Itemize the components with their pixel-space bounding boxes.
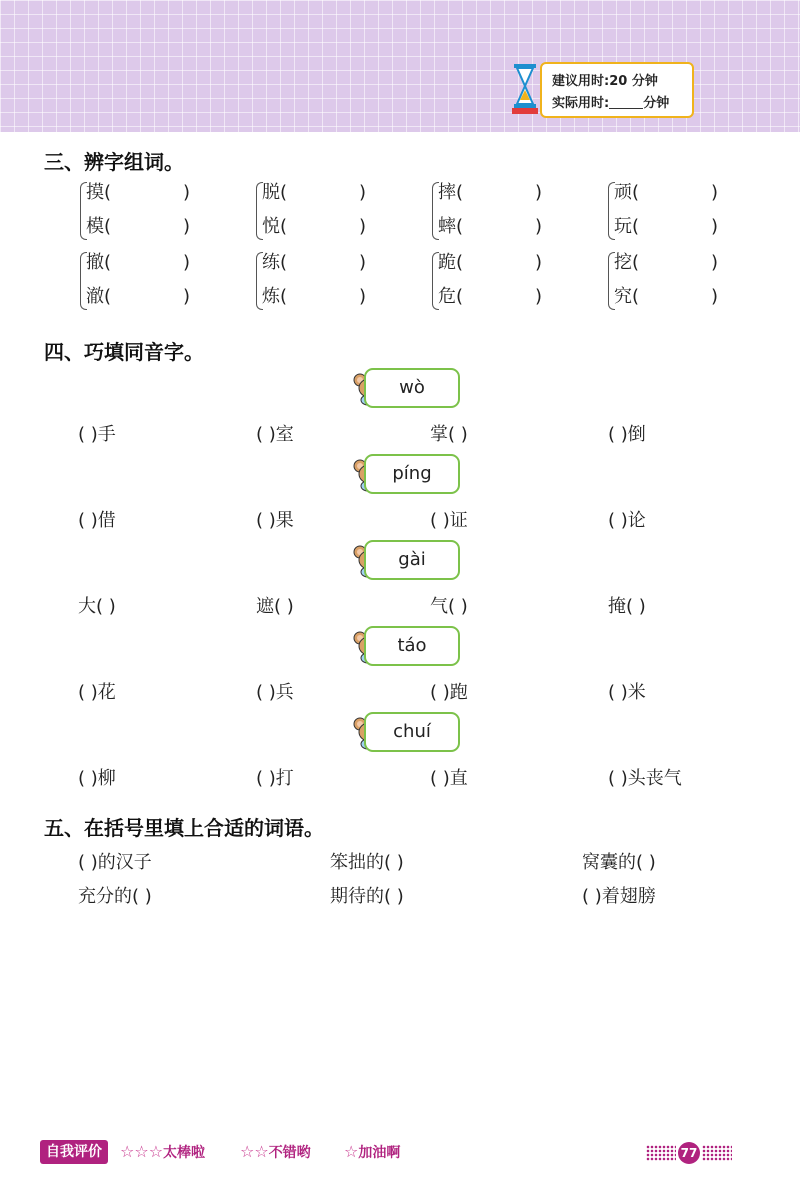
actual-time-unit: 分钟 — [643, 96, 670, 111]
section5-item[interactable]: ( )着翅膀 — [582, 886, 656, 907]
word-char: 究 — [614, 286, 632, 307]
word-cell[interactable] — [86, 248, 190, 274]
close-paren: ) — [359, 182, 367, 203]
close-paren: ) — [711, 216, 719, 237]
homophone-item[interactable]: ( )果 — [256, 510, 294, 531]
pinyin-box: wò — [364, 368, 460, 408]
close-paren: ) — [711, 252, 719, 273]
homophone-item[interactable]: ( )手 — [78, 424, 116, 445]
homophone-item[interactable]: ( )证 — [430, 510, 468, 531]
homophone-item[interactable]: ( )柳 — [78, 768, 116, 789]
homophone-item[interactable]: ( )头丧气 — [608, 768, 682, 789]
close-paren: ) — [183, 182, 191, 203]
open-paren: ( — [456, 182, 464, 203]
homophone-item[interactable]: 掩( ) — [608, 596, 646, 617]
open-paren: ( — [456, 216, 464, 237]
word-cell[interactable] — [438, 212, 542, 238]
close-paren: ) — [359, 216, 367, 237]
homophone-item[interactable]: 大( ) — [78, 596, 116, 617]
word-char: 危 — [438, 286, 456, 307]
word-cell[interactable] — [86, 212, 190, 238]
close-paren: ) — [183, 252, 191, 273]
homophone-item[interactable]: ( )室 — [256, 424, 294, 445]
section3-title: 三、辨字组词。 — [44, 150, 184, 174]
open-paren: ( — [104, 252, 112, 273]
homophone-item[interactable]: ( )直 — [430, 768, 468, 789]
word-cell[interactable] — [86, 282, 190, 308]
close-paren: ) — [535, 182, 543, 203]
rating-excellent[interactable] — [120, 1142, 205, 1162]
pinyin-box: táo — [364, 626, 460, 666]
section4-title: 四、巧填同音字。 — [44, 340, 204, 364]
word-char: 顽 — [614, 182, 632, 203]
close-paren: ) — [359, 252, 367, 273]
actual-time — [552, 92, 669, 111]
open-paren: ( — [104, 216, 112, 237]
homophone-item[interactable]: 掌( ) — [430, 424, 468, 445]
word-cell[interactable] — [614, 212, 718, 238]
homophone-item[interactable]: ( )打 — [256, 768, 294, 789]
word-cell[interactable] — [614, 248, 718, 274]
word-cell[interactable] — [262, 178, 366, 204]
rating-keep-going-label: 加油啊 — [358, 1145, 401, 1161]
homophone-item[interactable]: ( )兵 — [256, 682, 294, 703]
time-box — [540, 62, 694, 118]
close-paren: ) — [359, 286, 367, 307]
open-paren: ( — [632, 182, 640, 203]
open-paren: ( — [104, 286, 112, 307]
hourglass-icon — [512, 62, 538, 116]
homophone-item[interactable]: ( )米 — [608, 682, 646, 703]
word-char: 练 — [262, 252, 280, 273]
star-icon: ☆ — [344, 1142, 359, 1161]
word-char: 跪 — [438, 252, 456, 273]
word-char: 炼 — [262, 286, 280, 307]
close-paren: ) — [535, 286, 543, 307]
word-cell[interactable] — [438, 248, 542, 274]
open-paren: ( — [632, 252, 640, 273]
word-cell[interactable] — [86, 178, 190, 204]
homophone-item[interactable]: ( )跑 — [430, 682, 468, 703]
word-cell[interactable] — [614, 178, 718, 204]
close-paren: ) — [535, 252, 543, 273]
close-paren: ) — [711, 182, 719, 203]
open-paren: ( — [280, 252, 288, 273]
actual-time-label: 实际用时: — [552, 96, 610, 111]
word-char: 脱 — [262, 182, 280, 203]
open-paren: ( — [632, 216, 640, 237]
section5-item[interactable]: 期待的( ) — [330, 886, 404, 907]
word-char: 挖 — [614, 252, 632, 273]
dots-decoration — [646, 1145, 676, 1161]
word-cell[interactable] — [262, 282, 366, 308]
word-char: 悦 — [262, 216, 280, 237]
rating-good-label: 不错哟 — [268, 1145, 311, 1161]
section5-item[interactable]: 充分的( ) — [78, 886, 152, 907]
homophone-item[interactable]: ( )论 — [608, 510, 646, 531]
pinyin-box: gài — [364, 540, 460, 580]
homophone-item[interactable]: 气( ) — [430, 596, 468, 617]
open-paren: ( — [280, 286, 288, 307]
self-evaluation-badge: 自我评价 — [40, 1140, 108, 1164]
word-char: 撤 — [86, 252, 104, 273]
rating-excellent-label: 太棒啦 — [163, 1145, 206, 1161]
close-paren: ) — [535, 216, 543, 237]
dots-decoration — [702, 1145, 732, 1161]
word-cell[interactable] — [262, 212, 366, 238]
word-cell[interactable] — [438, 178, 542, 204]
word-char: 摔 — [438, 182, 456, 203]
open-paren: ( — [104, 182, 112, 203]
homophone-item[interactable]: ( )倒 — [608, 424, 646, 445]
section5-item[interactable]: 笨拙的( ) — [330, 852, 404, 873]
word-char: 蟀 — [438, 216, 456, 237]
close-paren: ) — [711, 286, 719, 307]
rating-keep-going[interactable] — [344, 1142, 400, 1162]
open-paren: ( — [280, 182, 288, 203]
open-paren: ( — [280, 216, 288, 237]
page-number-block — [646, 1142, 732, 1164]
rating-good[interactable] — [240, 1142, 311, 1162]
pinyin-box: píng — [364, 454, 460, 494]
open-paren: ( — [456, 286, 464, 307]
section5-item[interactable]: ( )的汉子 — [78, 852, 152, 873]
pinyin-box: chuí — [364, 712, 460, 752]
page-number: 77 — [678, 1142, 700, 1164]
word-cell[interactable] — [614, 282, 718, 308]
word-cell[interactable] — [438, 282, 542, 308]
close-paren: ) — [183, 216, 191, 237]
star-icon: ☆☆☆ — [120, 1142, 164, 1161]
word-char: 澈 — [86, 286, 104, 307]
word-char: 摸 — [86, 182, 104, 203]
word-char: 模 — [86, 216, 104, 237]
open-paren: ( — [632, 286, 640, 307]
close-paren: ) — [183, 286, 191, 307]
word-cell[interactable] — [262, 248, 366, 274]
suggested-time: 建议用时:20 分钟 — [552, 74, 658, 89]
homophone-item[interactable]: ( )借 — [78, 510, 116, 531]
star-icon: ☆☆ — [240, 1142, 269, 1161]
homophone-item[interactable]: ( )花 — [78, 682, 116, 703]
word-char: 玩 — [614, 216, 632, 237]
homophone-item[interactable]: 遮( ) — [256, 596, 294, 617]
section5-title: 五、在括号里填上合适的词语。 — [44, 816, 324, 840]
actual-time-blank[interactable] — [609, 96, 643, 109]
section5-item[interactable]: 窝囊的( ) — [582, 852, 656, 873]
open-paren: ( — [456, 252, 464, 273]
